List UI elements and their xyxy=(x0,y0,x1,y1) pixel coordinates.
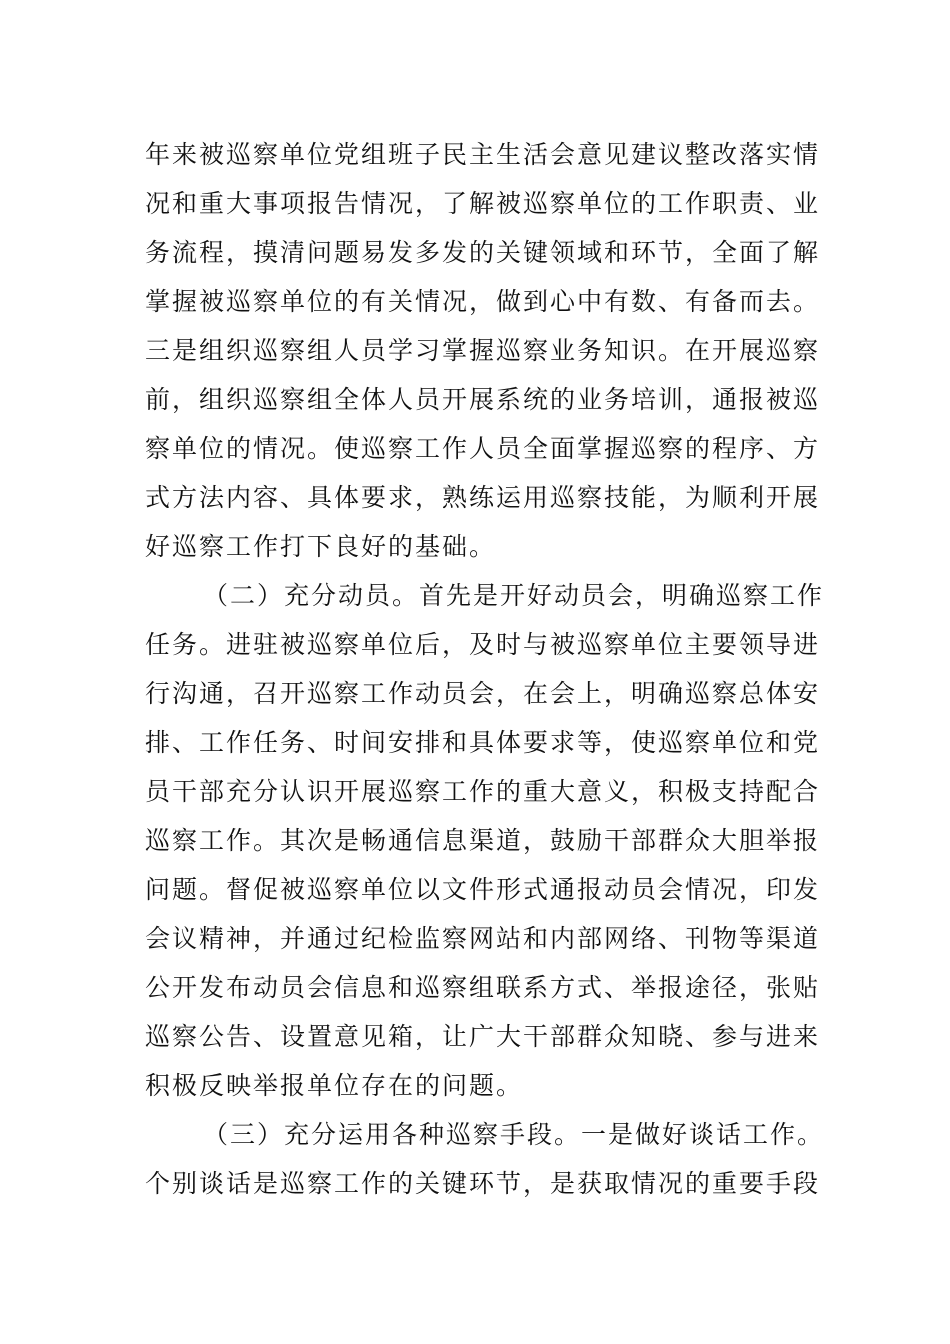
text-line: 员干部充分认识开展巡察工作的重大意义，积极支持配合 xyxy=(145,777,821,806)
text-line: 积极反映举报单位存在的问题。 xyxy=(145,1071,524,1100)
text-line: 问题。督促被巡察单位以文件形式通报动员会情况，印发 xyxy=(145,875,821,904)
text-line: 好巡察工作打下良好的基础。 xyxy=(145,532,497,561)
text-line: 年来被巡察单位党组班子民主生活会意见建议整改落实情 xyxy=(145,140,821,169)
text-line: 前，组织巡察组全体人员开展系统的业务培训，通报被巡 xyxy=(145,385,821,414)
text-line: 察单位的情况。使巡察工作人员全面掌握巡察的程序、方 xyxy=(145,434,821,463)
paragraph-heading-line: （三）充分运用各种巡察手段。一是做好谈话工作。 xyxy=(203,1120,825,1149)
text-line: 任务。进驻被巡察单位后，及时与被巡察单位主要领导进 xyxy=(145,630,821,659)
text-line: 排、工作任务、时间安排和具体要求等，使巡察单位和党 xyxy=(145,728,821,757)
text-line: 会议精神，并通过纪检监察网站和内部网络、刊物等渠道 xyxy=(145,924,821,953)
text-line: 行沟通，召开巡察工作动员会，在会上，明确巡察总体安 xyxy=(145,679,821,708)
body-text xyxy=(145,130,825,1208)
text-line: 掌握被巡察单位的有关情况，做到心中有数、有备而去。 xyxy=(145,287,821,316)
text-line: 巡察工作。其次是畅通信息渠道，鼓励干部群众大胆举报 xyxy=(145,826,821,855)
text-line: 三是组织巡察组人员学习掌握巡察业务知识。在开展巡察 xyxy=(145,336,821,365)
text-line: 况和重大事项报告情况，了解被巡察单位的工作职责、业 xyxy=(145,189,821,218)
text-line: 个别谈话是巡察工作的关键环节，是获取情况的重要手段 xyxy=(145,1169,821,1198)
text-line: 巡察公告、设置意见箱，让广大干部群众知晓、参与进来 xyxy=(145,1022,821,1051)
paragraph-heading-line: （二）充分动员。首先是开好动员会，明确巡察工作 xyxy=(203,581,825,610)
text-line: 式方法内容、具体要求，熟练运用巡察技能，为顺利开展 xyxy=(145,483,821,512)
text-line: 务流程，摸清问题易发多发的关键领域和环节，全面了解 xyxy=(145,238,821,267)
text-line: 公开发布动员会信息和巡察组联系方式、举报途径，张贴 xyxy=(145,973,821,1002)
